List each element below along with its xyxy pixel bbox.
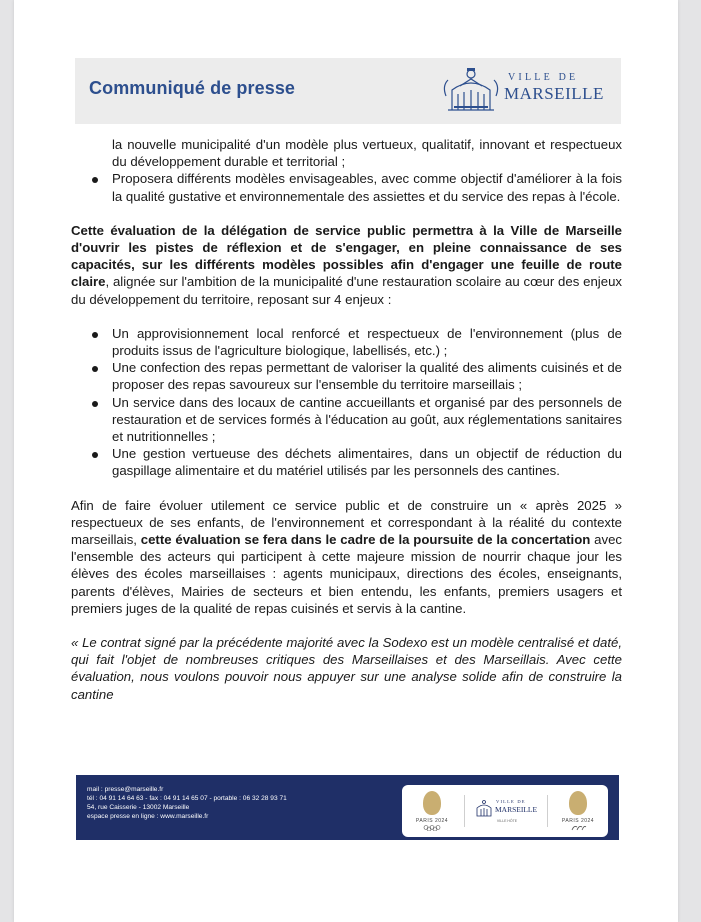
list-item-text: Un service dans des locaux de cantine accueillants et organisé par des personnels de restauration et de services formés à l'éducation au goût, aux réglementations sanitaires et nutritionnelles ; <box>112 394 622 445</box>
paragraph-concertation <box>71 497 622 617</box>
logo-marseille-text: MARSEILLE <box>504 84 604 103</box>
bullet-icon <box>92 452 98 458</box>
press-release-header <box>75 58 621 124</box>
olympic-flame-icon <box>569 791 587 815</box>
list-item <box>71 445 622 479</box>
mini-logo-ville-text: VILLE DE <box>496 799 526 804</box>
mini-logo-subtitle: VILLE HÔTE <box>496 819 518 823</box>
paragraph-text: Afin de faire évoluer utilement ce service public et de construire un « après 2025 » respectueux de ses enfants, de l'environnement et correspondant à la réalité du contexte marseillais, <box>71 497 622 548</box>
ville-de-marseille-logo <box>440 66 610 118</box>
city-coat-of-arms-icon <box>440 66 502 116</box>
logo-divider <box>547 795 548 827</box>
footer-website: espace presse en ligne : www.marseille.fr <box>87 813 209 820</box>
bullet-icon <box>92 177 98 183</box>
quote-block: « Le contrat signé par la précédente majorité avec la Sodexo est un modèle centralisé et daté, qui fait l'objet de nombreuses critiques des Marseillaises et des Marseillais. Avec cette évaluation, nous voulons pouvoir nous appuyer sur une analyse solide afin de construire la cantine <box>71 635 622 702</box>
paragraph-text: avec l'ensemble des acteurs qui participent à cette majeure mission de nourrir chaque jour les élèves des écoles marseillaises : agents municipaux, directions des écoles, enseignants, parents d'élèves, Mairies de secteurs et bien entendu, les enfants, premiers usagers et premiers juges de la qualité de repas cuisinés et servis à la cantine. <box>71 532 622 616</box>
logo-divider <box>464 795 465 827</box>
footer-phones: tél : 04 91 14 64 63 - fax : 04 91 14 65 07 - portable : 06 32 28 93 71 <box>87 795 287 802</box>
olympic-rings-icon <box>423 825 441 831</box>
paris-2024-paralympic-logo <box>560 791 596 833</box>
paragraph-evaluation <box>71 222 622 308</box>
ville-hote-logo <box>474 797 540 825</box>
mini-logo-city-text: MARSEILLE <box>495 805 538 814</box>
list-item <box>71 394 622 446</box>
paragraph-text: , alignée sur l'ambition de la municipalité d'une restauration scolaire au cœur des enjeux du développement du territoire, reposant sur 4 enjeux : <box>71 274 622 307</box>
olympic-flame-icon <box>423 791 441 815</box>
list-item <box>71 170 622 204</box>
logo-ville-de-text: VILLE DE <box>508 72 579 83</box>
paris-2024-caption: PARIS 2024 <box>415 818 449 824</box>
list-item <box>71 325 622 359</box>
paris-2024-olympic-logo <box>414 791 450 833</box>
paragraph-continuation: la nouvelle municipalité d'un modèle plus vertueux, qualitatif, innovant et respectueux du développement durable et territorial ; <box>112 137 622 170</box>
paris-2024-caption: PARIS 2024 <box>561 818 595 824</box>
footer-address: 54, rue Caisserie - 13002 Marseille <box>87 804 190 811</box>
list-item-text: Proposera différents modèles envisageables, avec comme objectif d'améliorer à la fois la qualité gustative et environnementale des assiettes et du service des repas à l'école. <box>112 171 622 204</box>
document-page <box>14 0 678 922</box>
bullet-icon <box>92 401 98 407</box>
list-item-text: Une gestion vertueuse des déchets alimentaires, dans un objectif de réduction du gaspillage alimentaire et du matériel utilisés par les personnels des cantines. <box>112 446 622 479</box>
bold-statement: cette évaluation se fera dans le cadre de la poursuite de la concertation <box>140 532 591 548</box>
city-coat-of-arms-icon <box>474 799 494 819</box>
list-item <box>71 359 622 393</box>
proposal-list <box>71 170 622 204</box>
page-title: Communiqué de presse <box>89 78 296 98</box>
list-item-text: Une confection des repas permettant de valoriser la qualité des aliments cuisinés et de proposer des repas savoureux sur l'ensemble du territoire marseillais ; <box>112 360 622 393</box>
paralympic-agitos-icon <box>569 825 587 831</box>
footer-mail: mail : presse@marseille.fr <box>87 786 164 793</box>
enjeux-list <box>71 325 622 480</box>
bullet-icon <box>92 332 98 338</box>
list-item-text: Un approvisionnement local renforcé et respectueux de l'environnement (plus de produits issus de l'agriculture biologique, labellisés, etc.) ; <box>112 325 622 359</box>
bullet-icon <box>92 366 98 372</box>
bold-statement: Cette évaluation de la délégation de service public permettra à la Ville de Marseille d'ouvrir les pistes de réflexion et de s'engager, en pleine connaissance de ses capacités, sur les différents modèles possibles afin d'engager une feuille de route claire <box>71 222 622 290</box>
document-body <box>71 136 622 703</box>
contact-footer <box>76 775 619 840</box>
footer-contacts <box>87 785 287 821</box>
partner-logos <box>402 785 608 837</box>
